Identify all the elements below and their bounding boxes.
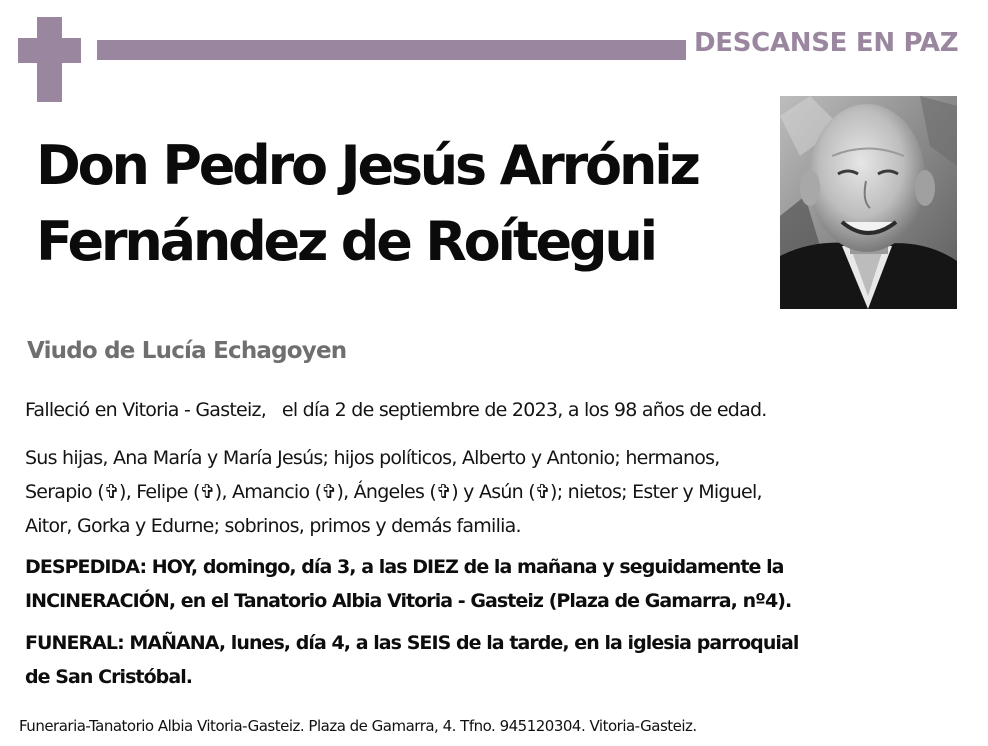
- deceased-name-line2: Fernández de Roítegui: [36, 210, 655, 273]
- funeral-home-footer: Funeraria-Tanatorio Albia Vitoria-Gasteiz. Plaza de Gamarra, 4. Tfno. 945120304. Vitoria-Gasteiz.: [19, 717, 697, 735]
- deceased-name-line1: Don Pedro Jesús Arróniz: [36, 134, 698, 197]
- deceased-name: [36, 128, 698, 280]
- despedida-line: INCINERACIÓN, en el Tanatorio Albia Vitoria - Gasteiz (Plaza de Gamarra, nº4).: [25, 590, 792, 612]
- widow-subtitle: Viudo de Lucía Echagoyen: [27, 338, 347, 364]
- despedida-paragraph: [25, 550, 791, 618]
- portrait-photo-image: [780, 96, 957, 309]
- family-line: Aitor, Gorka y Edurne; sobrinos, primos y demás familia.: [25, 515, 521, 537]
- family-line: Serapio (✞), Felipe (✞), Amancio (✞), Ángeles (✞) y Asún (✞); nietos; Ester y Miguel,: [25, 481, 762, 503]
- header-divider-bar: [97, 40, 686, 60]
- funeral-paragraph: [25, 626, 798, 694]
- funeral-line: de San Cristóbal.: [25, 666, 193, 688]
- portrait-photo: [780, 96, 957, 309]
- header-title: DESCANSE EN PAZ: [694, 28, 959, 58]
- funeral-line: FUNERAL: MAÑANA, lunes, día 4, a las SEIS de la tarde, en la iglesia parroquial: [25, 632, 799, 654]
- death-notice: Falleció en Vitoria - Gasteiz, el día 2 de septiembre de 2023, a los 98 años de edad.: [25, 399, 767, 421]
- cross-horizontal-bar: [18, 38, 81, 63]
- despedida-line: DESPEDIDA: HOY, domingo, día 3, a las DIEZ de la mañana y seguidamente la: [25, 556, 784, 578]
- family-line: Sus hijas, Ana María y María Jesús; hijos políticos, Alberto y Antonio; hermanos,: [25, 447, 720, 469]
- family-paragraph: [25, 441, 762, 543]
